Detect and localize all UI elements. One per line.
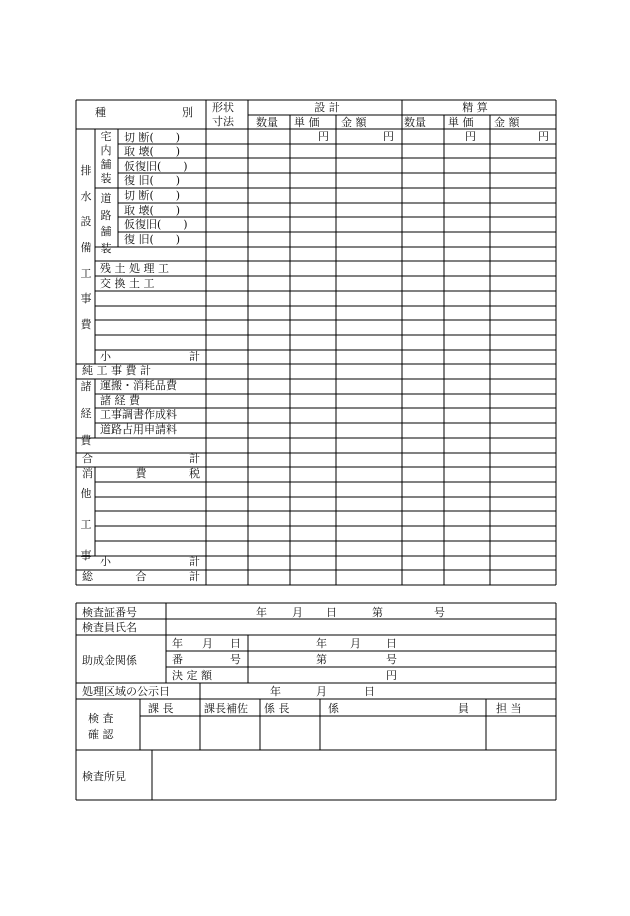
house-item-cut: 切 断( ) xyxy=(124,131,181,144)
road-item-temp-restore: 仮復旧( ) xyxy=(124,218,188,231)
cert-go: 号 xyxy=(434,606,445,619)
header-design: 設 計 xyxy=(314,101,340,114)
misc-transport: 運搬・消耗品費 xyxy=(100,379,177,392)
role-person-in-charge: 担 当 xyxy=(496,702,522,715)
settle-amount-header: 金 額 xyxy=(494,116,520,129)
header-settle: 精 算 xyxy=(462,101,488,114)
sub-road-label: 道 路 舗 装 xyxy=(100,192,112,255)
role-staff-in: 員 xyxy=(458,702,469,715)
notice-day: 日 xyxy=(364,685,375,698)
notice-month: 月 xyxy=(316,685,327,698)
public-notice-label: 処理区域の公示日 xyxy=(82,685,170,698)
group-other-label: 他 工 事 xyxy=(80,487,92,562)
check-label-1: 検 査 xyxy=(88,712,114,725)
house-item-temp-restore: 仮復旧( ) xyxy=(124,160,188,173)
drain-subtotal: 小 計 xyxy=(100,350,200,363)
subsidy-year-1: 年 xyxy=(172,637,183,650)
decision-amount-label: 決 定 額 xyxy=(172,669,212,682)
role-staff-kakari: 係 xyxy=(328,702,339,715)
subsidy-dai-go: 号 xyxy=(386,653,397,666)
design-unit-price-header: 単 価 xyxy=(294,116,320,129)
subsidy-month-2: 月 xyxy=(350,637,361,650)
total-row: 合 計 xyxy=(82,452,200,465)
subsidy-day-2: 日 xyxy=(386,637,397,650)
subsidy-dai: 第 xyxy=(316,653,327,666)
design-unit-yen: 円 xyxy=(318,130,329,143)
road-item-demolish: 取 壊( ) xyxy=(124,204,181,217)
house-item-demolish: 取 壊( ) xyxy=(124,145,181,158)
findings-label: 検査所見 xyxy=(82,770,126,783)
role-section-chief: 課 長 xyxy=(148,702,174,715)
cert-day: 日 xyxy=(326,606,337,619)
settle-unit-yen: 円 xyxy=(465,130,476,143)
design-qty-header: 数量 xyxy=(256,116,278,129)
settle-amount-yen: 円 xyxy=(538,130,549,143)
check-label-2: 確 認 xyxy=(88,728,114,741)
subsidy-label: 助成金関係 xyxy=(82,654,137,667)
subsidy-month-1: 月 xyxy=(202,637,213,650)
settle-unit-price-header: 単 価 xyxy=(448,116,474,129)
inspector-name-label: 検査員氏名 xyxy=(82,621,137,634)
tax-row: 消 費 税 xyxy=(82,467,200,480)
role-subsection-chief: 係 長 xyxy=(264,702,290,715)
settle-qty-header: 数量 xyxy=(404,116,426,129)
role-deputy-chief: 課長補佐 xyxy=(204,702,248,715)
zando-label: 残 土 処 理 工 xyxy=(100,262,169,275)
house-item-restore: 復 旧( ) xyxy=(124,174,181,187)
notice-year: 年 xyxy=(270,685,281,698)
cert-no-label: 検査証番号 xyxy=(82,606,137,619)
other-subtotal: 小 計 xyxy=(100,555,200,568)
misc-report-fee: 工事調書作成料 xyxy=(100,408,177,421)
subsidy-day-1: 日 xyxy=(230,637,241,650)
cert-month: 月 xyxy=(292,606,303,619)
grand-total: 総 合 計 xyxy=(82,570,200,583)
road-item-cut: 切 断( ) xyxy=(124,189,181,202)
road-item-restore: 復 旧( ) xyxy=(124,233,181,246)
net-work-total: 純 工 事 費 計 xyxy=(82,364,151,377)
decision-yen: 円 xyxy=(386,669,397,682)
misc-road-permit-fee: 道路占用申請料 xyxy=(100,423,177,436)
subsidy-go: 号 xyxy=(230,653,241,666)
header-shape-1: 形状 xyxy=(212,101,234,114)
group-misc-label: 諸 経 費 xyxy=(80,380,92,447)
header-shape-2: 寸法 xyxy=(212,115,234,128)
design-amount-yen: 円 xyxy=(383,130,394,143)
misc-expenses: 諸 経 費 xyxy=(100,394,140,407)
subsidy-year-2: 年 xyxy=(316,637,327,650)
group-drain-label: 排 水 設 備 工 事 費 xyxy=(80,164,92,331)
design-amount-header: 金 額 xyxy=(341,116,367,129)
subsidy-ban: 番 xyxy=(172,653,183,666)
sub-house-label: 宅 内 舗 装 xyxy=(100,130,112,185)
kokan-label: 交 換 土 工 xyxy=(100,277,155,290)
cert-year: 年 xyxy=(256,606,267,619)
header-kind: 種 別 xyxy=(95,106,193,119)
cert-dai: 第 xyxy=(372,606,383,619)
